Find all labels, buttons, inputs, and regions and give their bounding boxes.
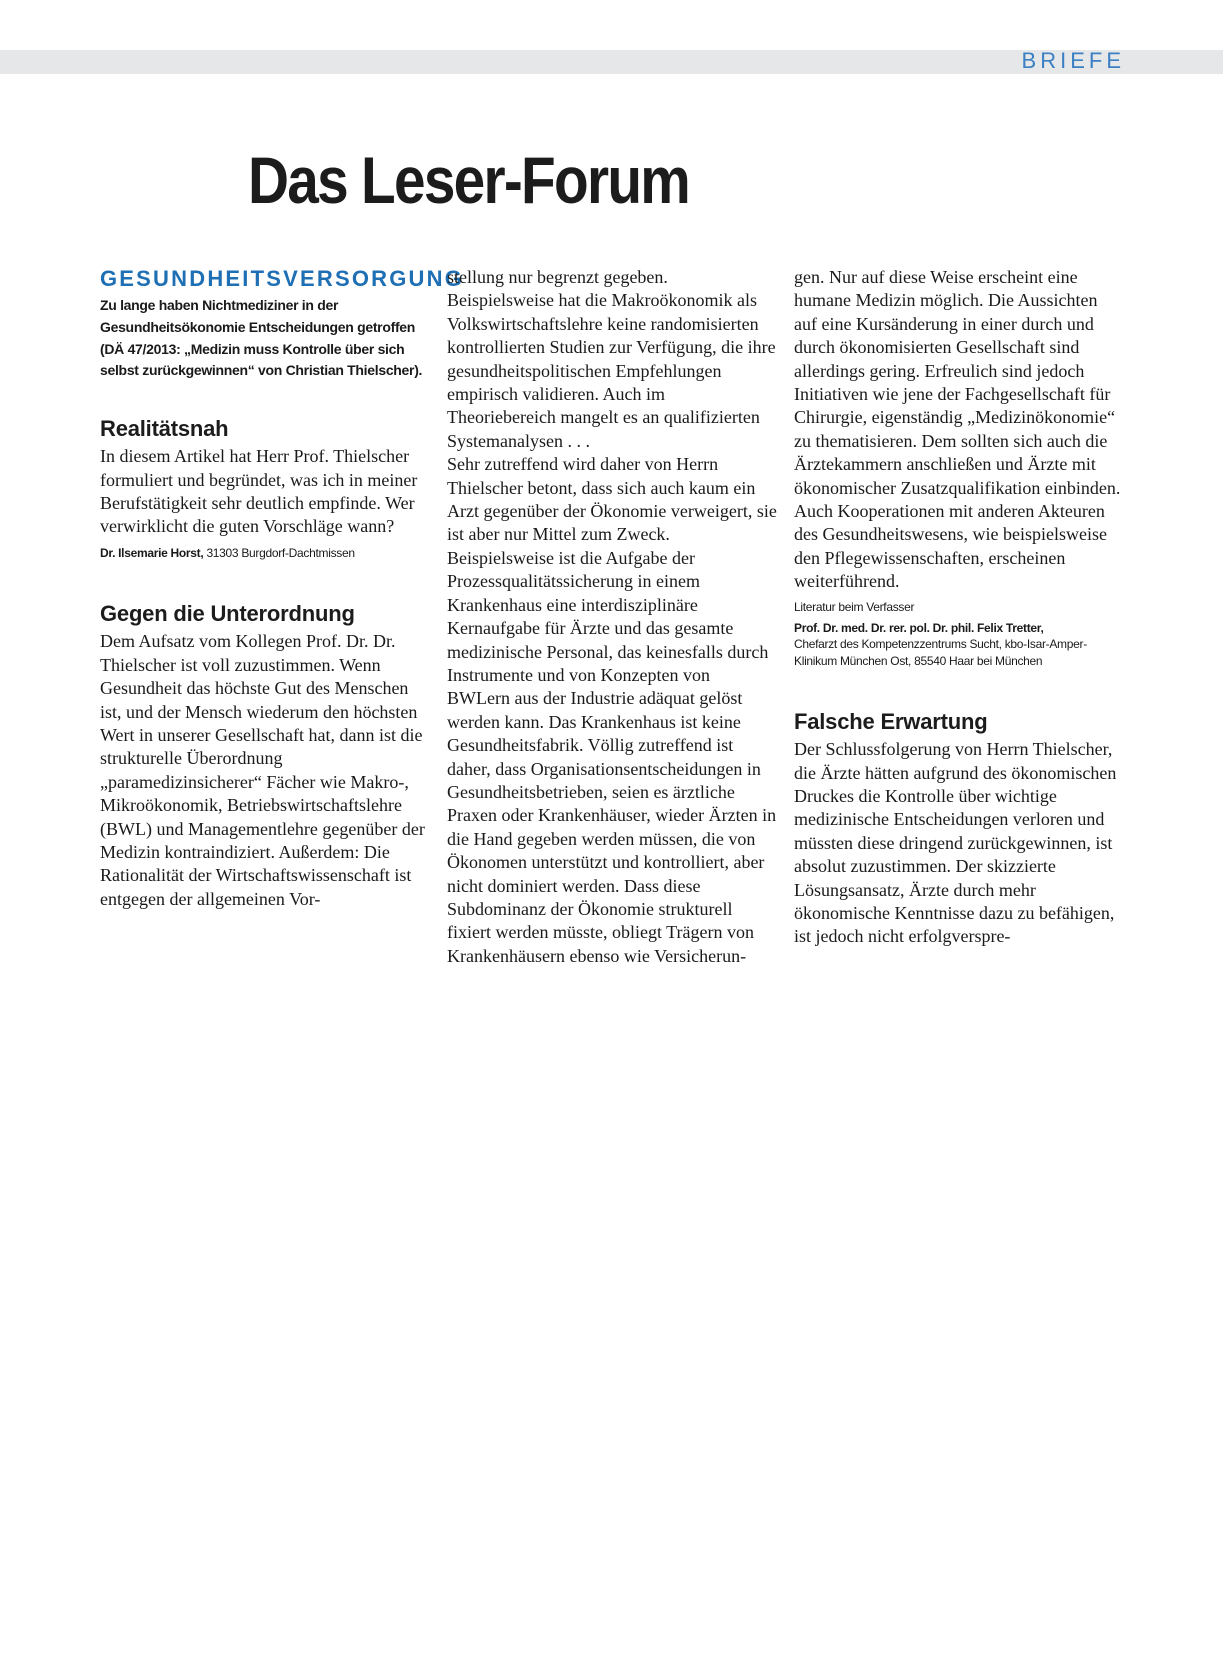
letter-signature-tretter <box>794 620 1124 670</box>
letter-body-falsche-erwartung: Der Schlussfolgerung von Herrn Thielscher, die Ärzte hätten aufgrund des ökonomischen Druckes die Kontrolle über wichtige medizinische Entscheidungen verloren und müssten diese dringend zurückgewinnen, ist absolut zuzustimmen. Der skizzierte Lösungsansatz, Ärzte durch mehr ökonomische Kenntnisse dazu zu befähigen, ist jedoch nicht erfolgverspre- <box>794 739 1117 947</box>
page-title: Das Leser-Forum <box>248 143 690 217</box>
author-name: Dr. Ilsemarie Horst, <box>100 545 204 560</box>
letter-body-realitaetsnah: In diesem Artikel hat Herr Prof. Thielscher formuliert und begründet, was ich in meiner Berufstätigkeit sehr deutlich empfinde. Wer verwirklicht die guten Vorschläge wann? <box>100 446 418 537</box>
letter-body-unterordnung-part4: gen. Nur auf diese Weise erscheint eine humane Medizin möglich. Die Aussichten auf eine Kursänderung in einer durch und durch ökonomisierten Gesellschaft sind allerdings gering. Erfreulich sind jedoch Initiativen wie jene der Fachgesellschaft für Chirurgie, eigenständig „Medizinökonomie“ zu thematisieren. Dem sollten sich auch die Ärztekammern anschließen und Ärzte mit ökonomischer Zusatzqualifikation einbinden. Auch Kooperationen mit anderen Akteuren des Gesundheitswesens, wie beispielsweise den Pflegewissenschaften, erscheinen weiterführend. <box>794 267 1121 592</box>
letter-heading-unterordnung: Gegen die Unterordnung <box>100 601 355 627</box>
column-3 <box>794 266 1124 949</box>
letter-heading-realitaetsnah: Realitätsnah <box>100 416 229 442</box>
topic-kicker: GESUNDHEITSVERSORGUNG <box>100 266 465 291</box>
letter-body-unterordnung-part2: stellung nur begrenzt gegeben. Beispielsweise hat die Makroökonomik als Volkswirtschaftslehre keine randomisierten kontrollierten Studien zur Verfügung, die ihre gesundheitspolitischen Empfehlungen empirisch validieren. Auch im Theoriebereich mangelt es an qualifizierten Systemanalysen . . . <box>447 267 776 451</box>
letter-body-unterordnung-part3: Sehr zutreffend wird daher von Herrn Thielscher betont, dass sich auch kaum ein Arzt gegenüber der Ökonomie verweigert, sie ist aber nur Mittel zum Zweck. Beispielsweise ist die Aufgabe der Prozessqualitätssicherung in einem Krankenhaus eine interdisziplinäre Kernaufgabe für Ärzte und das gesamte medizinische Personal, das keinesfalls durch Instrumente und von Konzepten von BWLern aus der Industrie adäquat gelöst werden kann. Das Krankenhaus ist keine Gesundheitsfabrik. Völlig zutreffend ist daher, dass Organisationsentscheidungen in Gesundheitsbetrieben, seien es ärztliche Praxen oder Krankenhäuser, wieder Ärzten in die Hand gegeben werden müssen, die von Ökonomen unterstützt und kontrolliert, aber nicht dominiert werden. Dass diese Subdominanz der Ökonomie strukturell fixiert werden müsste, obliegt Trägern von Krankenhäusern ebenso wie Versicherun- <box>447 454 777 966</box>
letter-signature-horst <box>100 545 430 562</box>
column-1 <box>100 266 465 911</box>
article-intro: Zu lange haben Nichtmediziner in der Gesundheitsökonomie Entscheidungen getroffen (DÄ 47/2013: „Medizin muss Kontrolle über sich selbst zurückgewinnen“ von Christian Thielscher). <box>100 297 423 379</box>
letter-body-unterordnung-part1: Dem Aufsatz vom Kollegen Prof. Dr. Dr. Thielscher ist voll zuzustimmen. Wenn Gesundheit das höchste Gut des Menschen ist, und der Mensch wiederum den höchsten Wert in unserer Gesellschaft hat, dann ist die strukturelle Überordnung „paramedizinsicherer“ Fächer wie Makro-, Mikroökonomik, Betriebswirtschaftslehre (BWL) und Managementlehre gegenüber der Medizin kontraindiziert. Außerdem: Die Rationalität der Wirtschaftswissenschaft ist entgegen der allgemeinen Vor- <box>100 631 425 909</box>
author-location: 31303 Burgdorf-Dachtmissen <box>206 545 355 560</box>
author-affiliation: Chefarzt des Kompetenzzentrums Sucht, kbo-Isar-Amper-Klinikum München Ost, 85540 Haar bei München <box>794 637 1087 668</box>
author-name: Prof. Dr. med. Dr. rer. pol. Dr. phil. Felix Tretter, <box>794 620 1044 635</box>
section-label: BRIEFE <box>1021 48 1125 73</box>
literature-note: Literatur beim Verfasser <box>794 599 915 614</box>
column-2 <box>447 266 777 968</box>
letter-heading-falsche-erwartung: Falsche Erwartung <box>794 709 988 735</box>
